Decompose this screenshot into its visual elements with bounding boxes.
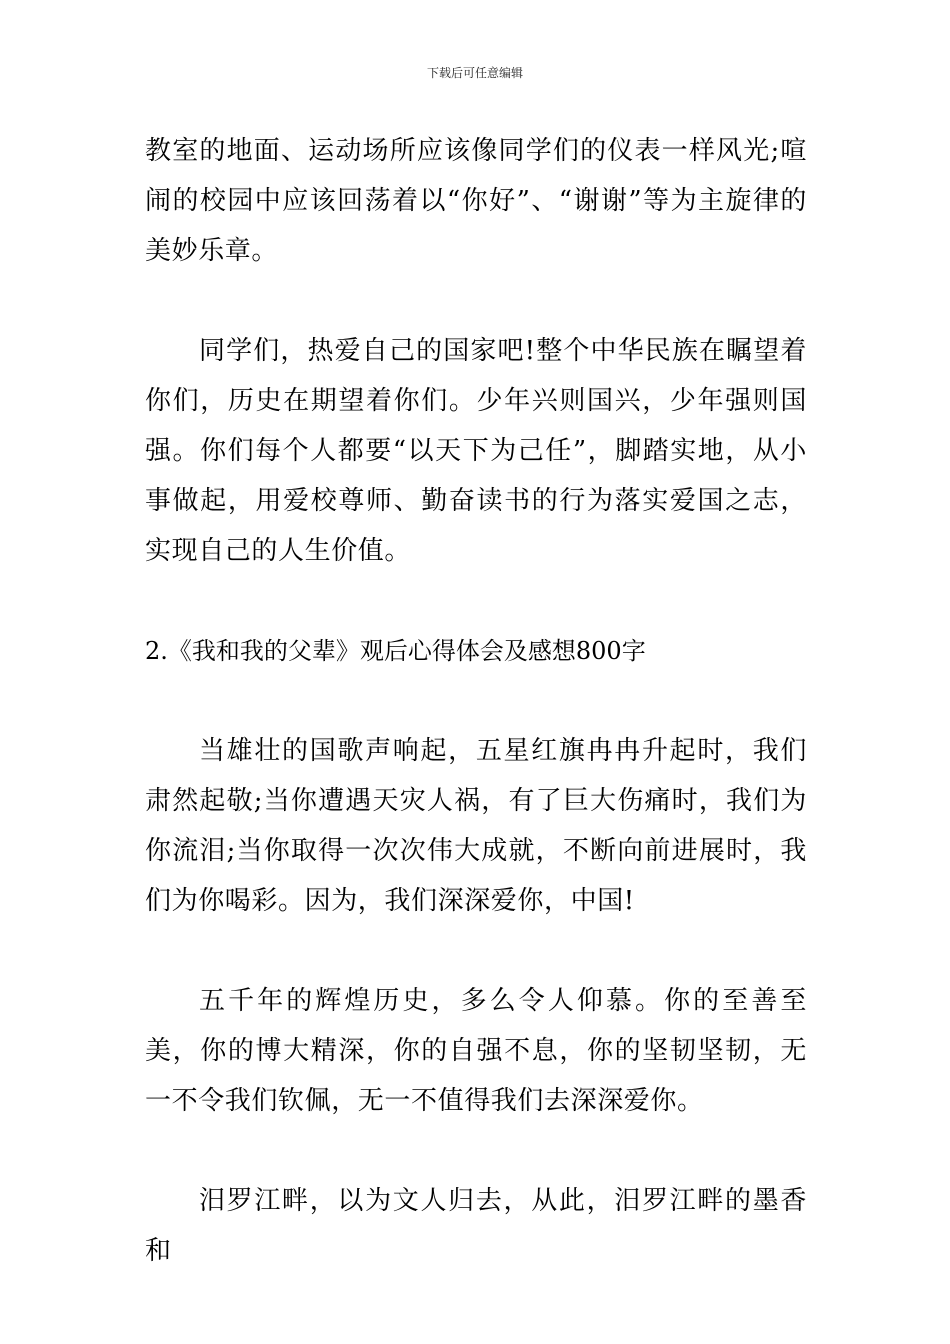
paragraph-4: 五千年的辉煌历史，多么令人仰慕。你的至善至美，你的博大精深，你的自强不息，你的坚韧坚韧，无一不令我们钦佩，无一不值得我们去深深爱你。 xyxy=(145,986,807,1116)
document-body xyxy=(145,126,807,1276)
paragraph-gap xyxy=(145,276,807,326)
page-header: 下载后可任意编辑 xyxy=(426,66,523,80)
paragraph-2: 同学们，热爱自己的国家吧!整个中华民族在瞩望着你们，历史在期望着你们。少年兴则国兴，少年强则国强。你们每个人都要“以天下为己任”，脚踏实地，从小事做起，用爱校尊师、勤奋读书的行为落实爱国之志，实现自己的人生价值。 xyxy=(145,336,807,566)
paragraph-gap xyxy=(145,1126,807,1176)
section-heading: 2.《我和我的父辈》观后心得体会及感想800字 xyxy=(145,637,646,665)
paragraph-3: 当雄壮的国歌声响起，五星红旗冉冉升起时，我们肃然起敬;当你遭遇天灾人祸，有了巨大伤痛时，我们为你流泪;当你取得一次次伟大成就，不断向前进展时，我们为你喝彩。因为，我们深深爱你，中国! xyxy=(145,736,807,916)
paragraph-gap xyxy=(145,676,807,726)
paragraph-5: 汨罗江畔，以为文人归去，从此，汨罗江畔的墨香和 xyxy=(145,1186,807,1266)
paragraph-gap xyxy=(145,576,807,626)
paragraph-gap xyxy=(145,926,807,976)
paragraph-1: 教室的地面、运动场所应该像同学们的仪表一样风光;喧闹的校园中应该回荡着以“你好”、“谢谢”等为主旋律的美妙乐章。 xyxy=(145,136,807,266)
